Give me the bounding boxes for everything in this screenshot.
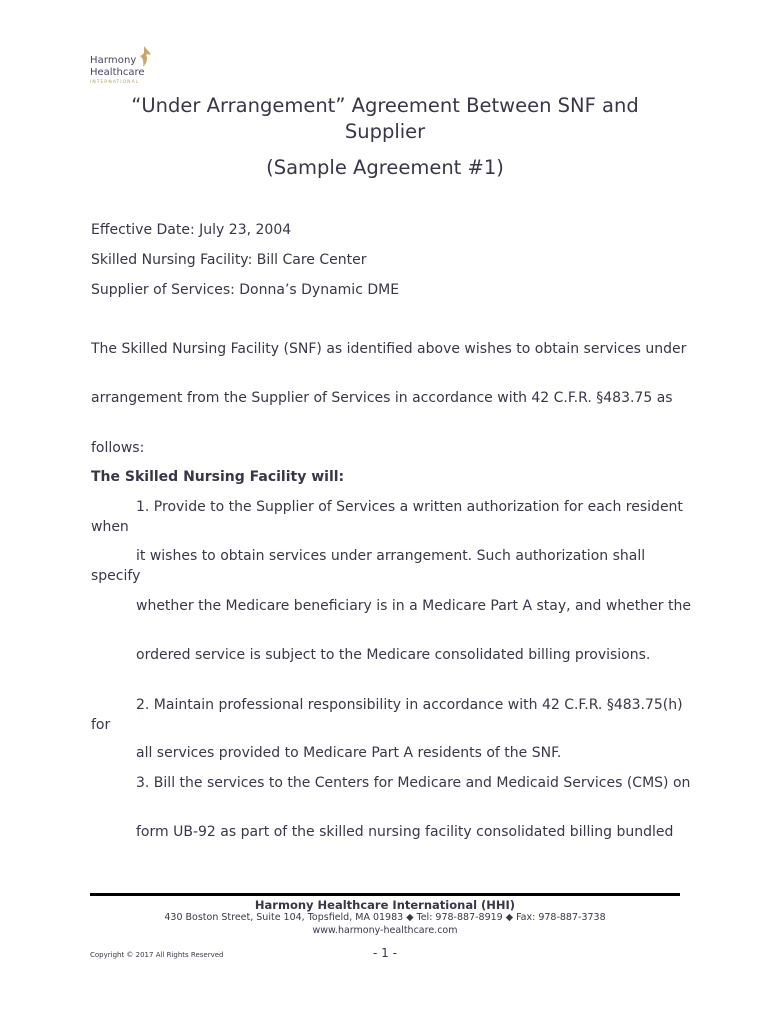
bird-logo-icon xyxy=(138,46,152,68)
list-item-3a: 3. Bill the services to the Centers for Medicare and Medicaid Services (CMS) on xyxy=(136,775,691,791)
list-item-3b: form UB-92 as part of the skilled nursing facility consolidated billing bundled xyxy=(136,824,674,840)
footer-divider xyxy=(90,893,680,896)
supplier-name: Supplier of Services: Donna’s Dynamic DME xyxy=(91,282,400,298)
list-item-2a: 2. Maintain professional responsibility in accordance with 42 C.F.R. §483.75(h) for xyxy=(91,697,683,733)
logo-text-healthcare: Healthcare xyxy=(90,67,145,78)
facility-name: Skilled Nursing Facility: Bill Care Center xyxy=(91,252,367,268)
list-item-1c: whether the Medicare beneficiary is in a Medicare Part A stay, and whether the xyxy=(136,598,691,614)
footer-organization: Harmony Healthcare International (HHI) xyxy=(254,898,516,912)
list-item-1d: ordered service is subject to the Medicare consolidated billing provisions. xyxy=(136,647,651,663)
list-item-1a: 1. Provide to the Supplier of Services a written authorization for each resident when xyxy=(91,499,683,535)
document-title-line2: Supplier xyxy=(344,120,426,143)
section-heading: The Skilled Nursing Facility will: xyxy=(91,469,345,485)
footer-website-link[interactable]: www.harmony-healthcare.com xyxy=(312,925,458,936)
list-item-2b: all services provided to Medicare Part A residents of the SNF. xyxy=(136,745,562,761)
intro-paragraph-2: arrangement from the Supplier of Services in accordance with 42 C.F.R. §483.75 as xyxy=(91,390,673,406)
copyright-notice: Copyright © 2017 All Rights Reserved xyxy=(90,951,224,959)
company-logo xyxy=(90,46,160,90)
list-item-1b: it wishes to obtain services under arrangement. Such authorization shall specify xyxy=(91,548,646,584)
logo-text-international: INTERNATIONAL xyxy=(90,80,140,85)
document-subtitle: (Sample Agreement #1) xyxy=(266,156,504,179)
logo-text-harmony: Harmony xyxy=(90,55,137,66)
document-title-line1: “Under Arrangement” Agreement Between SNF and xyxy=(131,94,639,117)
page-number: - 1 - xyxy=(373,946,397,960)
intro-paragraph-1: The Skilled Nursing Facility (SNF) as identified above wishes to obtain services under xyxy=(91,341,687,357)
intro-paragraph-3: follows: xyxy=(91,440,145,456)
effective-date: Effective Date: July 23, 2004 xyxy=(91,222,292,238)
footer-address: 430 Boston Street, Suite 104, Topsfield, MA 01983 ◆ Tel: 978-887-8919 ◆ Fax: 978-887-3738 xyxy=(164,912,606,923)
